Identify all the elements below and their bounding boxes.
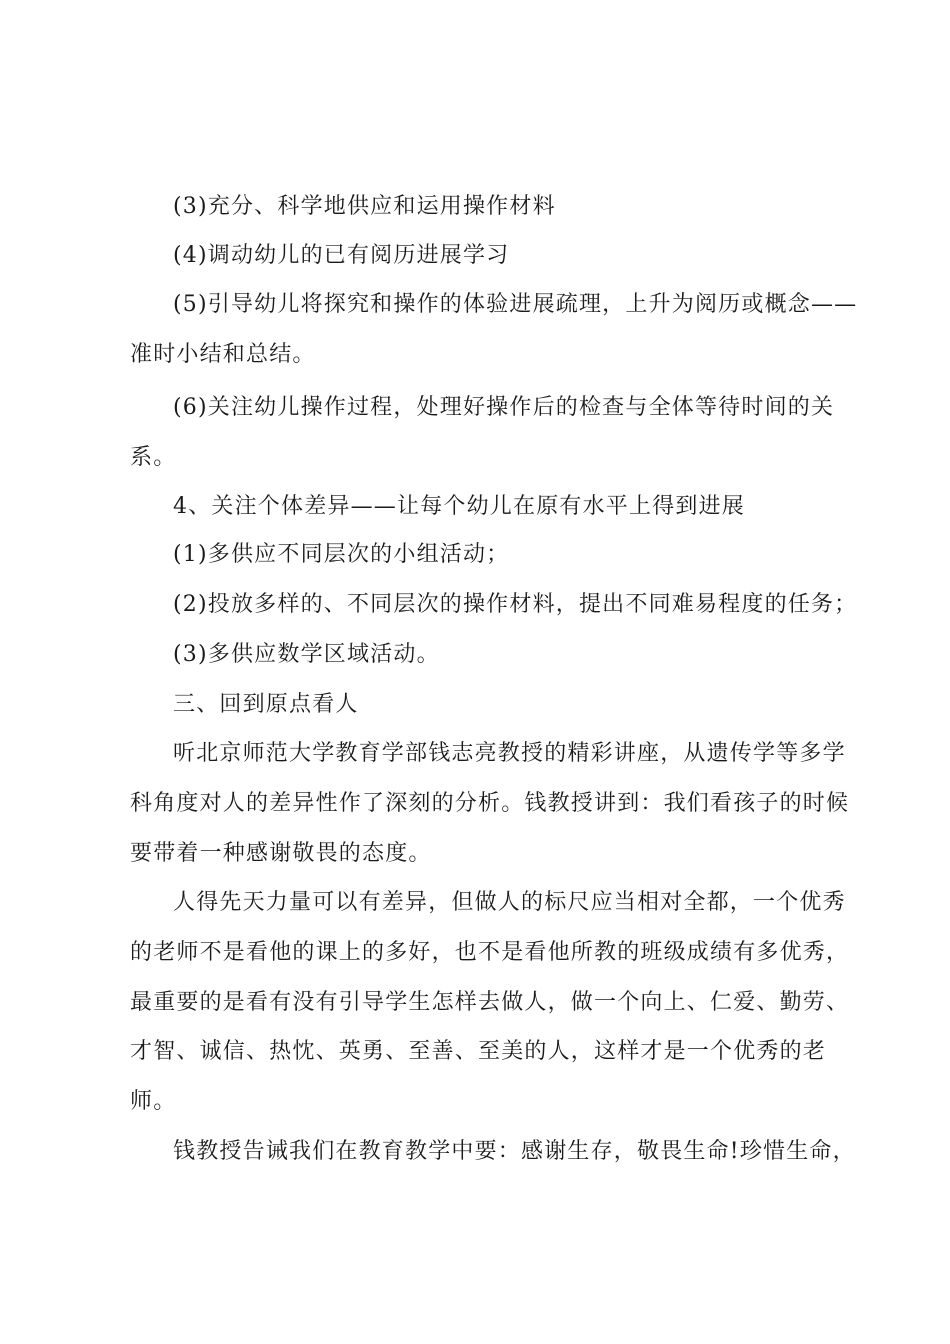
- list-item: (3)多供应数学区域活动。: [173, 642, 440, 667]
- list-item: (6)关注幼儿操作过程，处理好操作后的检查与全体等待时间的关: [173, 395, 835, 420]
- section-heading: 三、回到原点看人: [173, 692, 359, 717]
- paragraph-line: 科角度对人的差异性作了深刻的分析。钱教授讲到：我们看孩子的时候: [130, 791, 850, 816]
- list-item: (5)引导幼儿将探究和操作的体验进展疏理，上升为阅历或概念——: [173, 292, 858, 317]
- paragraph-continuation: 准时小结和总结。: [130, 342, 316, 367]
- paragraph-line: 才智、诚信、热忱、英勇、至善、至美的人，这样才是一个优秀的老: [130, 1039, 827, 1064]
- list-item: (3)充分、科学地供应和运用操作材料: [173, 194, 556, 219]
- paragraph-continuation: 系。: [130, 445, 177, 470]
- list-item: (1)多供应不同层次的小组活动；: [173, 542, 510, 567]
- list-item: (4)调动幼儿的已有阅历进展学习: [173, 243, 510, 268]
- section-heading: 4、关注个体差异——让每个幼儿在原有水平上得到进展: [173, 494, 745, 519]
- paragraph-line: 师。: [130, 1089, 177, 1114]
- list-item: (2)投放多样的、不同层次的操作材料，提出不同难易程度的任务；: [173, 592, 858, 617]
- paragraph-line: 听北京师范大学教育学部钱志亮教授的精彩讲座，从遗传学等多学: [173, 741, 846, 766]
- paragraph-line: 最重要的是看有没有引导学生怎样去做人，做一个向上、仁爱、勤劳、: [130, 990, 850, 1015]
- paragraph-line: 的老师不是看他的课上的多好，也不是看他所教的班级成绩有多优秀，: [130, 940, 850, 965]
- paragraph-line: 人得先天力量可以有差异，但做人的标尺应当相对全都，一个优秀: [173, 890, 846, 915]
- paragraph-line: 要带着一种感谢敬畏的态度。: [130, 841, 432, 866]
- paragraph-line: 钱教授告诫我们在教育教学中要：感谢生存，敬畏生命!珍惜生命，: [173, 1139, 856, 1164]
